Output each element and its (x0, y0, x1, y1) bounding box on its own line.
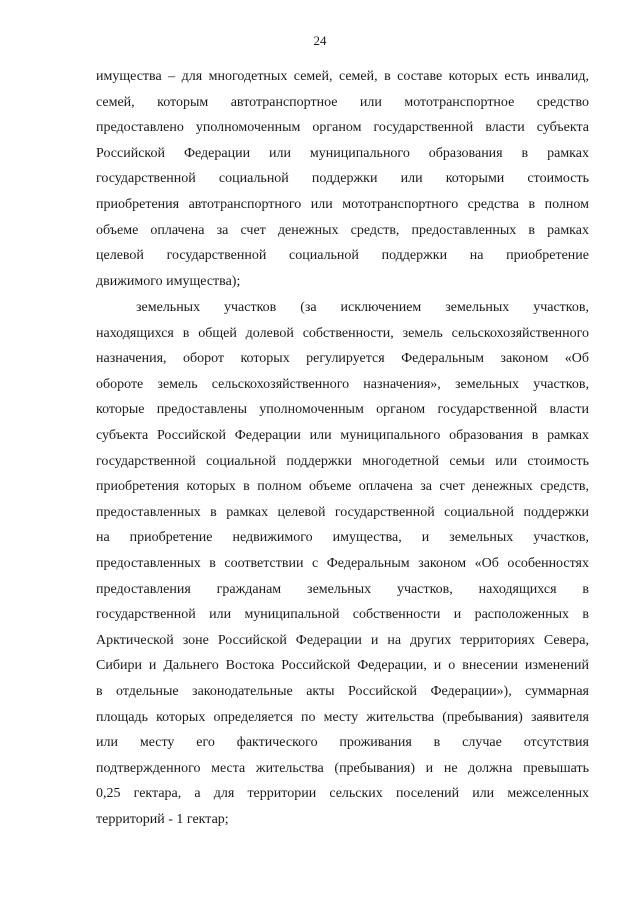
text-line: целевой государственной социальной поддержки на приобретение (96, 248, 589, 264)
text-line: территорий - 1 гектар; (96, 811, 229, 827)
paragraph-1 (96, 64, 589, 294)
text-line: предоставлено уполномоченным органом государственной власти субъекта (96, 120, 589, 136)
text-line: предоставления гражданам земельных участков, находящихся в (96, 581, 589, 597)
text-line: государственной социальной поддержки или которыми стоимость (96, 171, 589, 187)
text-line: государственной социальной поддержки многодетной семьи или стоимость (96, 453, 589, 469)
text-line: обороте земель сельскохозяйственного назначения», земельных участков, (96, 376, 589, 392)
text-line: на приобретение недвижимого имущества, и земельных участков, (96, 530, 589, 546)
text-line: приобретения которых в полном объеме оплачена за счет денежных средств, (96, 479, 589, 495)
text-line: имущества – для многодетных семей, семей, в составе которых есть инвалид, (96, 69, 589, 84)
text-line: предоставленных в рамках целевой государственной социальной поддержки (96, 504, 589, 520)
text-line: предоставленных в соответствии с Федеральным законом «Об особенностях (96, 555, 589, 571)
text-line: субъекта Российской Федерации или муниципального образования в рамках (96, 427, 589, 443)
page-number: 24 (313, 33, 327, 48)
text-line: семей, которым автотранспортное или мототранспортное средство (96, 94, 589, 110)
text-line: которые предоставлены уполномоченным органом государственной власти (96, 402, 589, 418)
text-line: объеме оплачена за счет денежных средств, предоставленных в рамках (96, 222, 589, 238)
text-line: Российской Федерации или муниципального образования в рамках (96, 145, 589, 161)
text-line: в отдельные законодательные акты Российской Федерации»), суммарная (96, 683, 589, 699)
text-line: площадь которых определяется по месту жительства (пребывания) заявителя (96, 709, 589, 725)
text-line: подтвержденного места жительства (пребывания) и не должна превышать (96, 760, 589, 776)
text-line: 0,25 гектара, а для территории сельских поселений или межселенных (96, 786, 589, 802)
text-line: находящихся в общей долевой собственности, земель сельскохозяйственного (96, 325, 589, 341)
text-line: земельных участков (за исключением земельных участков, (136, 300, 589, 315)
text-line: или месту его фактического проживания в случае отсутствия (96, 735, 589, 751)
text-line: приобретения автотранспортного или мототранспортного средства в полном (96, 196, 589, 212)
text-line: назначения, оборот которых регулируется Федеральным законом «Об (96, 351, 589, 367)
text-line: Арктической зоне Российской Федерации и на других территориях Севера, (96, 632, 589, 648)
text-line: государственной или муниципальной собственности и расположенных в (96, 607, 589, 623)
text-line: движимого имущества); (96, 273, 241, 289)
text-line: Сибири и Дальнего Востока Российской Федерации, и о внесении изменений (96, 658, 589, 674)
paragraph-2 (96, 295, 589, 832)
